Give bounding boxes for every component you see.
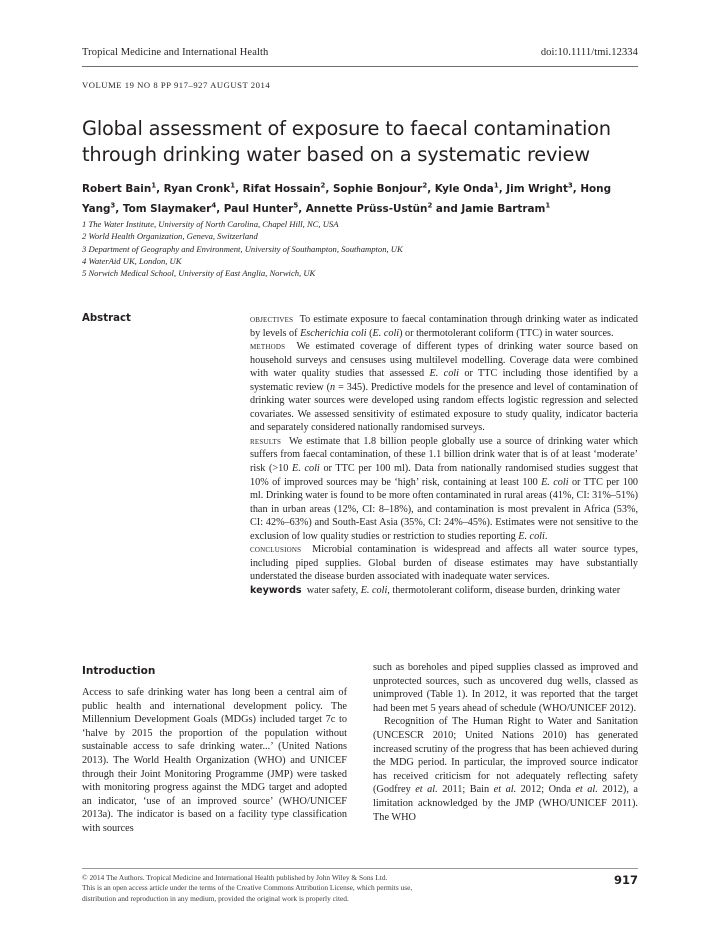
copyright-line: © 2014 The Authors. Tropical Medicine and International Health published by John Wiley & Sons Ltd.: [82, 873, 388, 882]
body-column-left: [82, 686, 347, 836]
section-heading-introduction: Introduction: [82, 665, 156, 677]
page-title: Global assessment of exposure to faecal contamination through drinking water based on a systematic review: [82, 117, 611, 166]
body-paragraph: Access to safe drinking water has long been a central aim of public health and international development policy. The Millennium Development Goals (MDGs) included target 7c to ‘halve by 2015 the proportion of the population without sustainable access to safe drinking water...’ (United Nations 2013). The World Health Organization (WHO) and UNICEF through their Joint Monitoring Programme (JMP) were tasked with monitoring progress against the MDG target and adopted an indicator, ‘use of an improved source’ (WHO/UNICEF 2013a). The indicator is based on a facility type classification with sources: [82, 687, 347, 834]
abstract-section-heading: objectives: [250, 314, 294, 325]
journal-name: Tropical Medicine and International Health: [82, 47, 269, 58]
abstract-body: [250, 313, 638, 597]
affiliation-item: 4 WaterAid UK, London, UK: [82, 255, 182, 266]
license-line-2: distribution and reproduction in any medium, provided the original work is properly cited.: [82, 893, 349, 903]
abstract-section-objectives: objectives To estimate exposure to faecal contamination through drinking water as indicated by levels of Escherichia coli (E. coli) or thermotolerant coliform (TTC) in water sources.: [250, 314, 638, 339]
footer-divider: [82, 868, 638, 869]
volume-line: VOLUME 19 NO 8 PP 917–927 AUGUST 2014: [82, 80, 271, 90]
abstract-section-heading: conclusions: [250, 544, 302, 556]
affiliation-item: 2 World Health Organization, Geneva, Switzerland: [82, 231, 258, 242]
body-column-right: [373, 661, 638, 824]
abstract-section-methods: methods We estimated coverage of different types of drinking water source based on household surveys and censuses using multilevel modelling. Coverage data were combined with water quality studies that assessed E. coli or TTC including those identified by a systematic review (n = 345). Predictive models for the presence and level of contamination of drinking water sources were developed using random effects logistic regression and selected covariates. We assessed sensitivity of estimated exposure to study quality, indicator bacteria and separately considered nationally randomised surveys.: [250, 341, 639, 434]
keywords-line: keywords water safety, E. coli, thermotolerant coliform, disease burden, drinking water: [250, 584, 621, 596]
abstract-label: Abstract: [82, 313, 131, 324]
author-names: Robert Bain$^1$, Ryan Cronk$^1$, Rifat Hossain$^2$, Sophie Bonjour$^2$, Kyle Onda$^1$, Jim Wright$^3$, Hong Yang$^3$, Tom Slaymaker$^4$, Paul Hunter$^5$, Annette Prüss-Ustün$^2$ and Jamie Bartram$^1$: [82, 182, 612, 216]
running-head: [82, 47, 638, 58]
keywords-label: keywords: [250, 584, 302, 596]
page-number: 917: [613, 873, 638, 887]
affiliation-item: 5 Norwich Medical School, University of East Anglia, Norwich, UK: [82, 268, 316, 279]
author-list: [82, 178, 622, 218]
abstract-section-heading: results: [250, 435, 282, 447]
abstract-section-results: results We estimate that 1.8 billion people globally use a source of drinking water which suffers from faecal contamination, of these 1.1 billion drink water that is of at least ‘moderate’ risk (>10 E. coli or TTC per 100 ml). Data from nationally randomised studies suggest that 10% of improved sources may be ‘high’ risk, containing at least 100 E. coli or TTC per 100 ml. Drinking water is found to be more often contaminated in rural areas (41%, CI: 31%–51%) than in urban areas (12%, CI: 8–18%), and contamination is most prevalent in Africa (53%, CI: 42%–63%) and South-East Asia (35%, CI: 24%–45%). Estimates were not sensitive to the exclusion of low quality studies or restriction to studies reporting E. coli.: [250, 435, 639, 542]
body-paragraph: Recognition of The Human Right to Water and Sanitation (UNCESCR 2010; United Nations 2010) has generated increased scrutiny of the progress that has been achieved during the MDG period. In particular, the improved source indicator has received criticism for not adequately reflecting safety (Godfrey et al. 2011; Bain et al. 2012; Onda et al. 2012), a limitation acknowledged by the JMP (WHO/UNICEF 2011). The WHO: [373, 716, 638, 823]
license-line: This is an open access article under the terms of the Creative Commons Attribution License, which permits use,: [82, 883, 413, 893]
body-paragraph: such as boreholes and piped supplies classed as improved and unprotected sources, such as uncovered dug wells, classed as unimproved (Table 1). In 2012, it was reported that the target had been met 5 years ahead of schedule (WHO/UNICEF 2012).: [373, 662, 638, 714]
affiliation-list: [82, 218, 622, 279]
abstract-section-heading: methods: [250, 341, 286, 353]
abstract-section-conclusions: conclusions Microbial contamination is widespread and affects all water source types, including piped supplies. Global burden of disease estimates may have substantially understated the disease burden associated with inadequate water services.: [250, 544, 638, 583]
header-divider: [82, 66, 638, 67]
page-content: [82, 0, 638, 944]
doi-text: doi:10.1111/tmi.12334: [540, 47, 638, 58]
footer-copyright: [82, 873, 552, 904]
affiliation-item: 1 The Water Institute, University of North Carolina, Chapel Hill, NC, USA: [82, 219, 339, 229]
affiliation-item: 3 Department of Geography and Environment, University of Southampton, Southampton, UK: [82, 243, 403, 254]
